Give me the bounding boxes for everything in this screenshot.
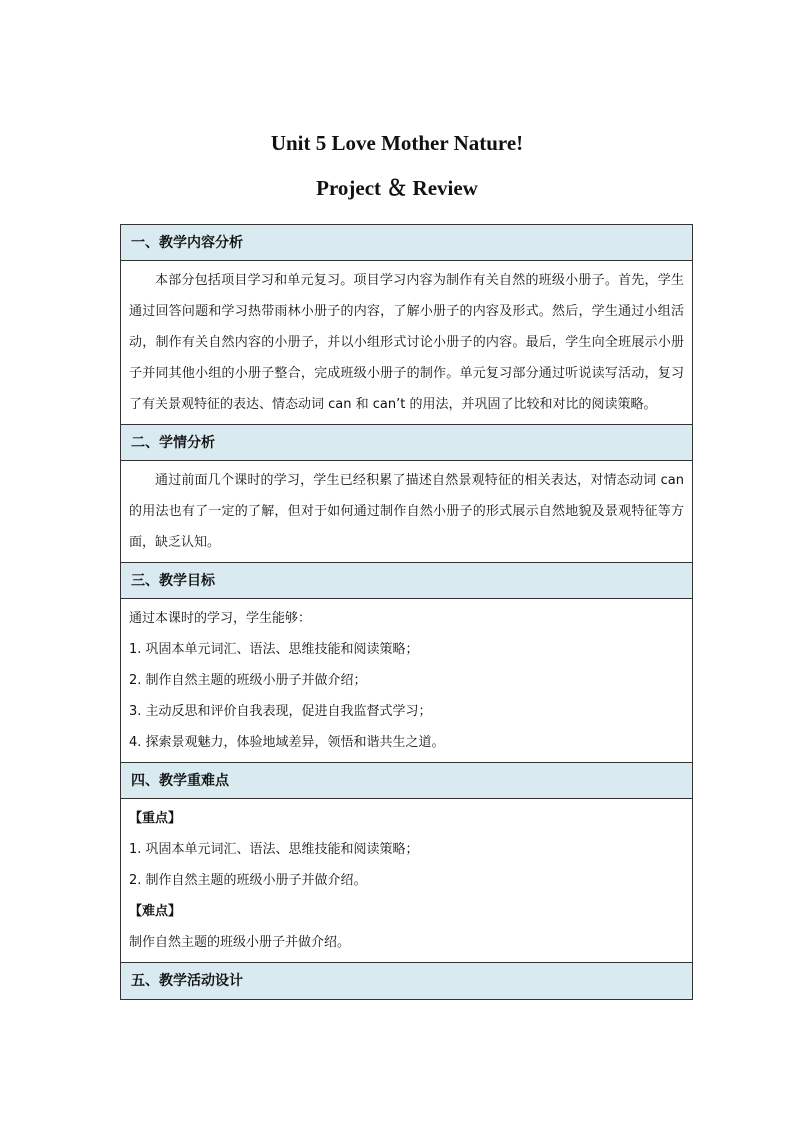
section-heading-content-analysis: 一、教学内容分析 (121, 225, 692, 261)
content-analysis-paragraph: 本部分包括项目学习和单元复习。项目学习内容为制作有关自然的班级小册子。首先，学生通过回答问题和学习热带雨林小册子的内容，了解小册子的内容及形式。然后，学生通过小组活动，制作有关自然内容的小册子，并以小组形式讨论小册子的内容。最后，学生向全班展示小册子并同其他小组的小册子整合，完成班级小册子的制作。单元复习部分通过听说读写活动，复习了有关景观特征的表达、情态动词 can 和 can’t 的用法，并巩固了比较和对比的阅读策略。 (129, 273, 684, 412)
difficult-points-label: 【难点】 (129, 904, 182, 919)
key-point-item: 1. 巩固本单元词汇、语法、思维技能和阅读策略； (129, 842, 419, 857)
key-point-item: 2. 制作自然主题的班级小册子并做介绍。 (129, 873, 367, 888)
objective-item: 3. 主动反思和评价自我表现，促进自我监督式学习； (129, 704, 432, 719)
difficult-point-text: 制作自然主题的班级小册子并做介绍。 (129, 935, 351, 950)
section-body-content-analysis (121, 261, 692, 425)
section-body-key-difficult-points (121, 799, 692, 963)
document-subtitle: Project ＆ Review (316, 176, 478, 200)
objectives-intro: 通过本课时的学习，学生能够： (129, 611, 312, 626)
objective-item: 1. 巩固本单元词汇、语法、思维技能和阅读策略； (129, 642, 419, 657)
key-points-label: 【重点】 (129, 811, 182, 826)
learner-analysis-paragraph: 通过前面几个课时的学习，学生已经积累了描述自然景观特征的相关表达，对情态动词 can 的用法也有了一定的了解，但对于如何通过制作自然小册子的形式展示自然地貌及景观特征等方面，缺乏认知。 (129, 473, 684, 550)
section-body-teaching-objectives (121, 599, 692, 763)
objective-item: 4. 探索景观魅力，体验地域差异，领悟和谐共生之道。 (129, 735, 445, 750)
document-title: Unit 5 Love Mother Nature! (270, 131, 524, 155)
section-body-learner-analysis (121, 461, 692, 563)
lesson-plan-table (120, 224, 693, 1000)
section-heading-teaching-objectives: 三、教学目标 (121, 563, 692, 599)
section-heading-learner-analysis: 二、学情分析 (121, 425, 692, 461)
objective-item: 2. 制作自然主题的班级小册子并做介绍； (129, 673, 367, 688)
section-heading-key-difficult-points: 四、教学重难点 (121, 763, 692, 799)
section-heading-activity-design: 五、教学活动设计 (121, 963, 692, 999)
